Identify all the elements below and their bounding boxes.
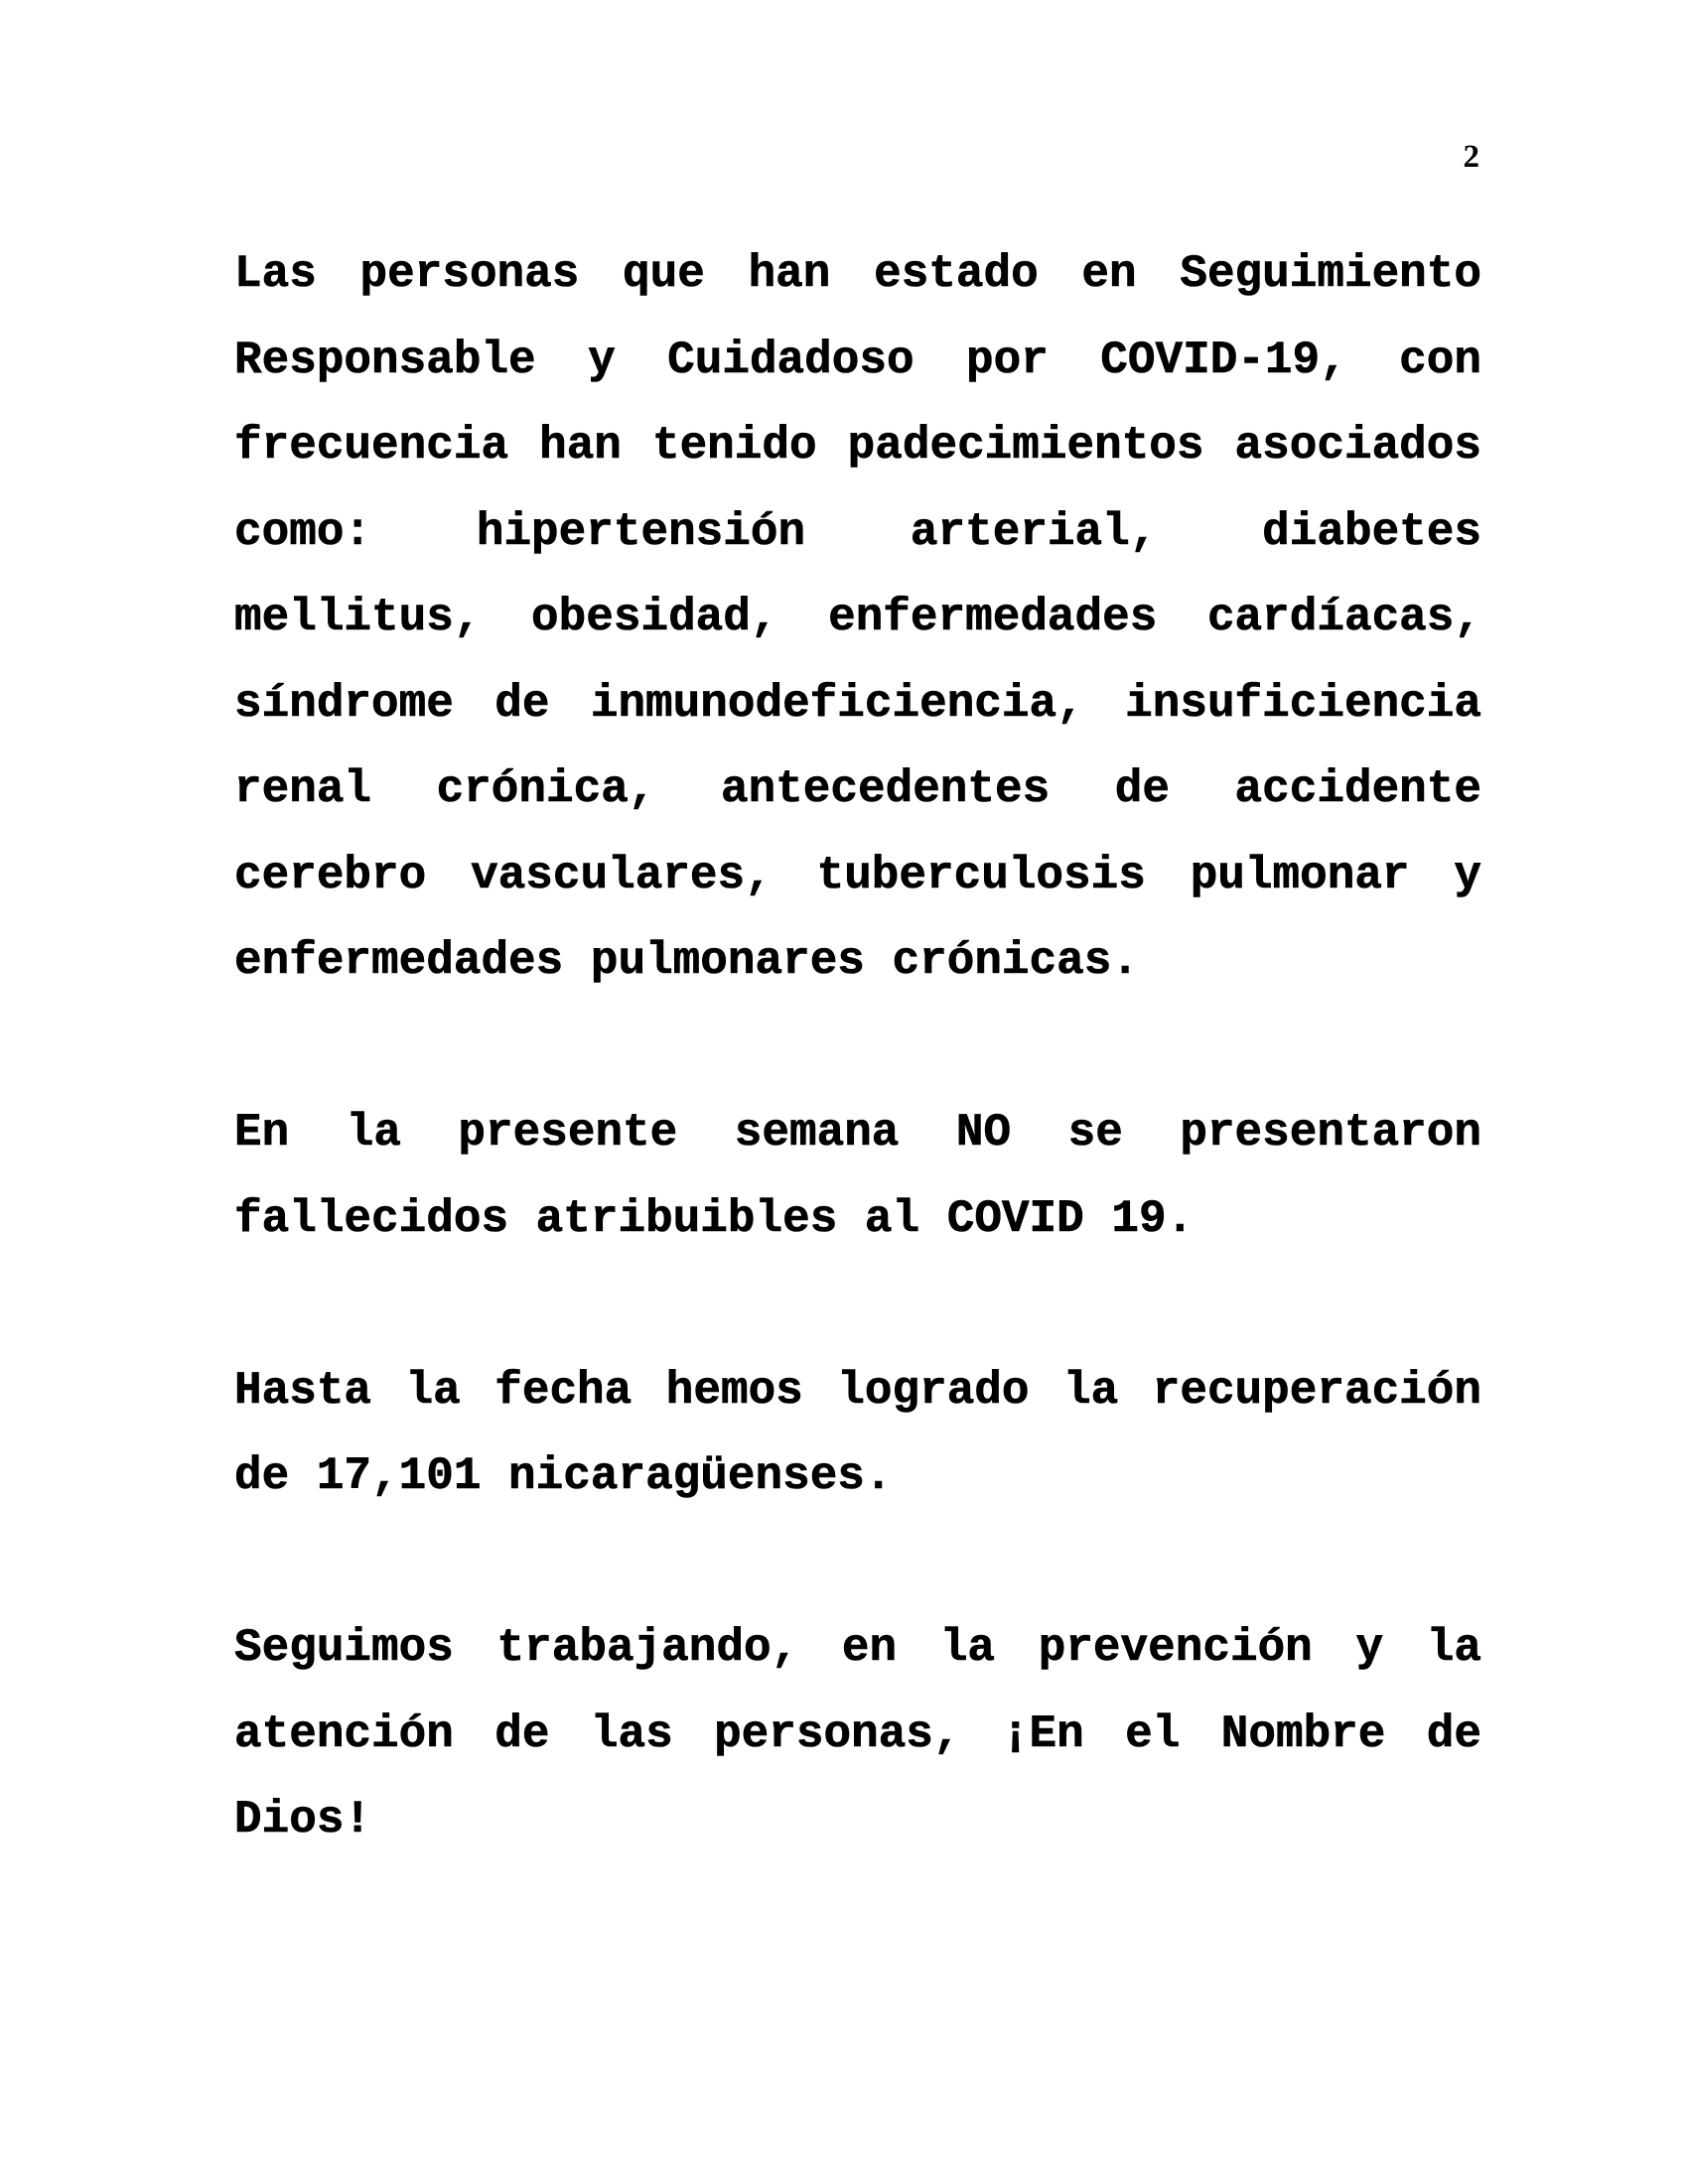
paragraph-closing: Seguimos trabajando, en la prevención y la atención de las personas, ¡En el Nombre de Dios!: [234, 1622, 1481, 1845]
paragraph-comorbidities: Las personas que han estado en Seguimiento Responsable y Cuidadoso por COVID-19, con frecuencia han tenido padecimientos asociados como: hipertensión arterial, diabetes mellitus, obesidad, enfermedades cardíacas, síndrome de inmunodeficiencia, insuficiencia renal crónica, antecedentes de accidente cerebro vasculares, tuberculosis pulmonar y enfermedades pulmonares crónicas.: [234, 248, 1481, 987]
paragraph-deaths: En la presente semana NO se presentaron fallecidos atribuibles al COVID 19.: [234, 1107, 1481, 1245]
page-number: 2: [1463, 139, 1479, 175]
document-body: [234, 231, 1481, 1863]
paragraph-recoveries: Hasta la fecha hemos logrado la recuperación de 17,101 nicaragüenses.: [234, 1364, 1481, 1502]
